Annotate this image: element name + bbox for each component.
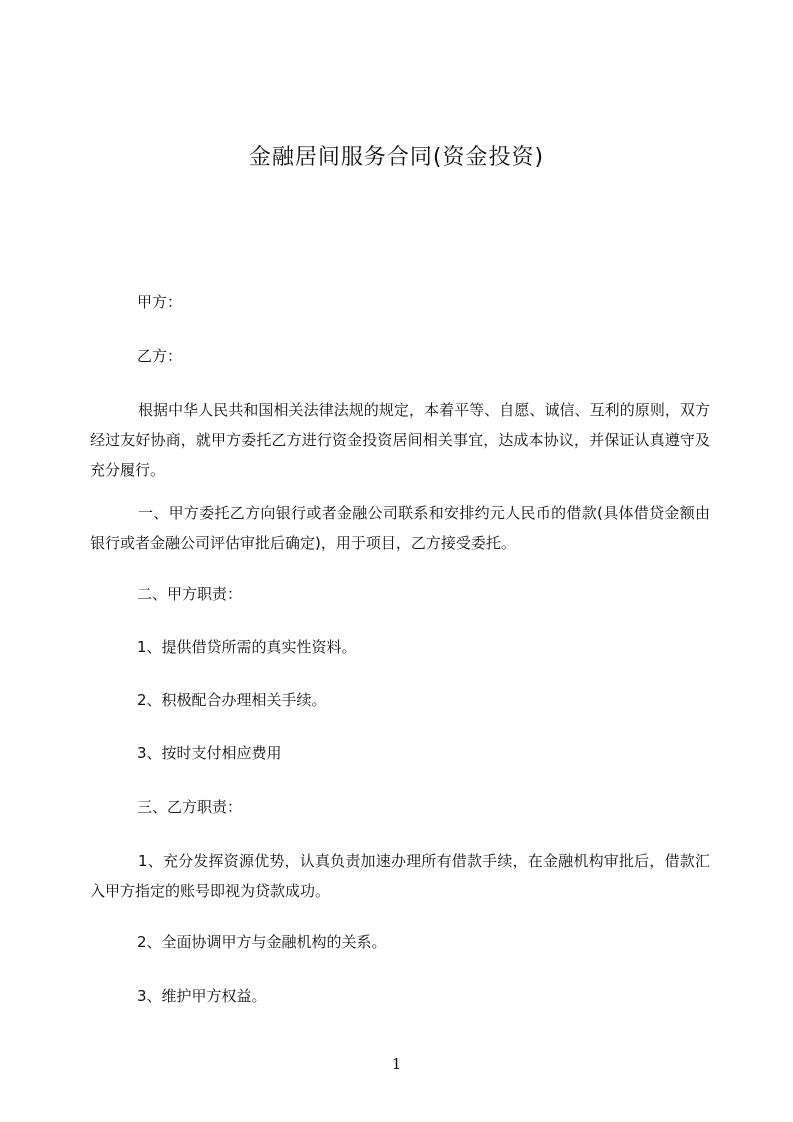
clause-3-heading: 三、乙方职责： <box>137 798 243 816</box>
clause-2-item-3: 3、按时支付相应费用 <box>137 744 282 762</box>
preamble-paragraph: 根据中华人民共和国相关法律法规的规定，本着平等、自愿、诚信、互利的原则，双方经过友好协商，就甲方委托乙方进行资金投资居间相关事宜，达成本协议，并保证认真遵守及充分履行。 <box>90 401 710 479</box>
clause-1-paragraph: 一、甲方委托乙方向银行或者金融公司联系和安排约元人民币的借款(具体借贷金额由银行或者金融公司评估审批后确定)，用于项目，乙方接受委托。 <box>90 504 710 552</box>
clause-2-item-1: 1、提供借贷所需的真实性资料。 <box>137 638 357 656</box>
party-a-label: 甲方： <box>137 293 183 311</box>
party-b-label: 乙方： <box>137 347 183 365</box>
document-title: 金融居间服务合同(资金投资) <box>248 145 545 170</box>
clause-2-item-2: 2、积极配合办理相关手续。 <box>137 691 327 709</box>
clause-2-heading: 二、甲方职责： <box>137 585 243 603</box>
clause-3-item-2: 2、全面协调甲方与金融机构的关系。 <box>137 933 387 951</box>
clause-3-item-1: 1、充分发挥资源优势，认真负责加速办理所有借款手续，在金融机构审批后，借款汇入甲方指定的账号即视为贷款成功。 <box>90 852 710 900</box>
page-number: 1 <box>391 1055 402 1073</box>
clause-3-item-3: 3、维护甲方权益。 <box>137 987 267 1005</box>
